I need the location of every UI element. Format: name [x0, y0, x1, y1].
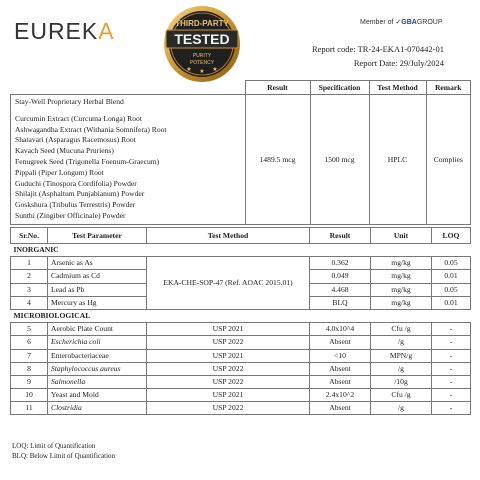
section-inorganic: INORGANIC	[11, 244, 471, 257]
table-row: 1 Arsenic as As EKA-CHE-SOP-47 (Ref. AOAC 2015.01) 0.362 mg/kg 0.05	[11, 257, 471, 270]
table-row: 3 Lead as Pb 4.468 mg/kg 0.05	[11, 283, 471, 296]
blend-test-method: HPLC	[369, 95, 426, 225]
ingredient-item: Kavach Seed (Mucuna Pruriens)	[15, 146, 114, 156]
blend-name: Stay-Well Proprietary Herbal Blend	[15, 97, 124, 106]
blend-remark: Complies	[426, 95, 471, 225]
footnote-loq: LOQ: Limit of Quantification	[12, 442, 96, 450]
table-row: 8 Staphylococcus aureus USP 2022 Absent /g -	[11, 362, 471, 375]
report-meta	[312, 42, 444, 70]
inorganic-test-method: EKA-CHE-SOP-47 (Ref. AOAC 2015.01)	[147, 257, 310, 310]
ingredient-item: Guduchi (Tinospora Cordifolia) Powder	[15, 178, 137, 188]
table-row: 5 Aerobic Plate Count USP 2021 4.0x10^4 Cfu /g -	[11, 323, 471, 336]
table-row: 4 Mercury as Hg BLQ mg/kg 0.01	[11, 296, 471, 309]
table-row: 2 Cadmium as Cd 0.049 mg/kg 0.01	[11, 270, 471, 283]
third-party-tested-seal	[156, 4, 248, 86]
svg-text:★: ★	[199, 69, 205, 75]
report-header	[0, 0, 480, 80]
footnote-blq: BLQ: Below Limit of Quantification	[12, 452, 116, 460]
table-row: 9 Salmonella USP 2022 Absent /10g -	[11, 375, 471, 388]
blend-table-header: Result Specification Test Method Remark	[11, 81, 471, 95]
section-row	[11, 244, 471, 257]
ingredient-item: Goskshura (Tribulus Terrestris) Powder	[15, 200, 136, 210]
blend-result: 1489.5 mcg	[245, 95, 310, 225]
table-row: 7 Enterobacteriaceae USP 2021 <10 MPN/g -	[11, 349, 471, 362]
test-results-table	[10, 227, 471, 415]
svg-text:THIRD-PARTY: THIRD-PARTY	[175, 19, 229, 28]
section-row	[11, 309, 471, 322]
eureka-logo: EUREKA	[14, 18, 115, 44]
member-of-gba-group: Member of ✓GBAGROUP	[360, 19, 443, 26]
ingredient-item: Shilajit (Asphaltum Punjabianum) Powder	[15, 189, 145, 199]
report-code: Report code: TR-24-EKA1-070442-01	[311, 44, 444, 54]
svg-text:★: ★	[212, 67, 218, 73]
table-row: 11 Clostridia USP 2022 Absent /g -	[11, 402, 471, 415]
ingredient-item: Pippali (Piper Longum) Root	[15, 167, 104, 177]
herbal-blend-table	[10, 80, 471, 225]
report-date: Report Date: 29/July/2024	[353, 58, 444, 68]
svg-text:POTENCY: POTENCY	[189, 60, 215, 66]
section-microbiological: MICROBIOLOGICAL	[11, 309, 471, 322]
table-row: 6 Escherichia coli USP 2022 Absent /g -	[11, 336, 471, 349]
blend-ingredients-cell	[11, 95, 246, 225]
blend-specification: 1500 mcg	[310, 95, 369, 225]
ingredient-item: Curcumin Extract (Curcuma Longa) Root	[15, 113, 142, 123]
results-table-header: Sr.No. Test Parameter Test Method Result Unit LOQ	[11, 228, 471, 244]
ingredient-item: Shatavari (Asparagus Racemosus) Root	[15, 135, 136, 145]
ingredient-item: Sunthi (Zingiber Officinale) Powder	[15, 210, 126, 220]
table-row: 10 Yeast and Mold USP 2021 2.4x10^2 Cfu /g -	[11, 389, 471, 402]
blend-row	[11, 95, 471, 225]
svg-text:★: ★	[186, 67, 192, 73]
ingredient-item: Fenugreek Seed (Trigonella Foenum-Graecum)	[15, 156, 160, 166]
footnotes	[12, 441, 115, 461]
svg-text:PURITY: PURITY	[192, 53, 212, 59]
ingredient-item: Ashwagandha Extract (Withania Somnifera) Root	[15, 124, 167, 134]
svg-text:TESTED: TESTED	[174, 31, 230, 47]
